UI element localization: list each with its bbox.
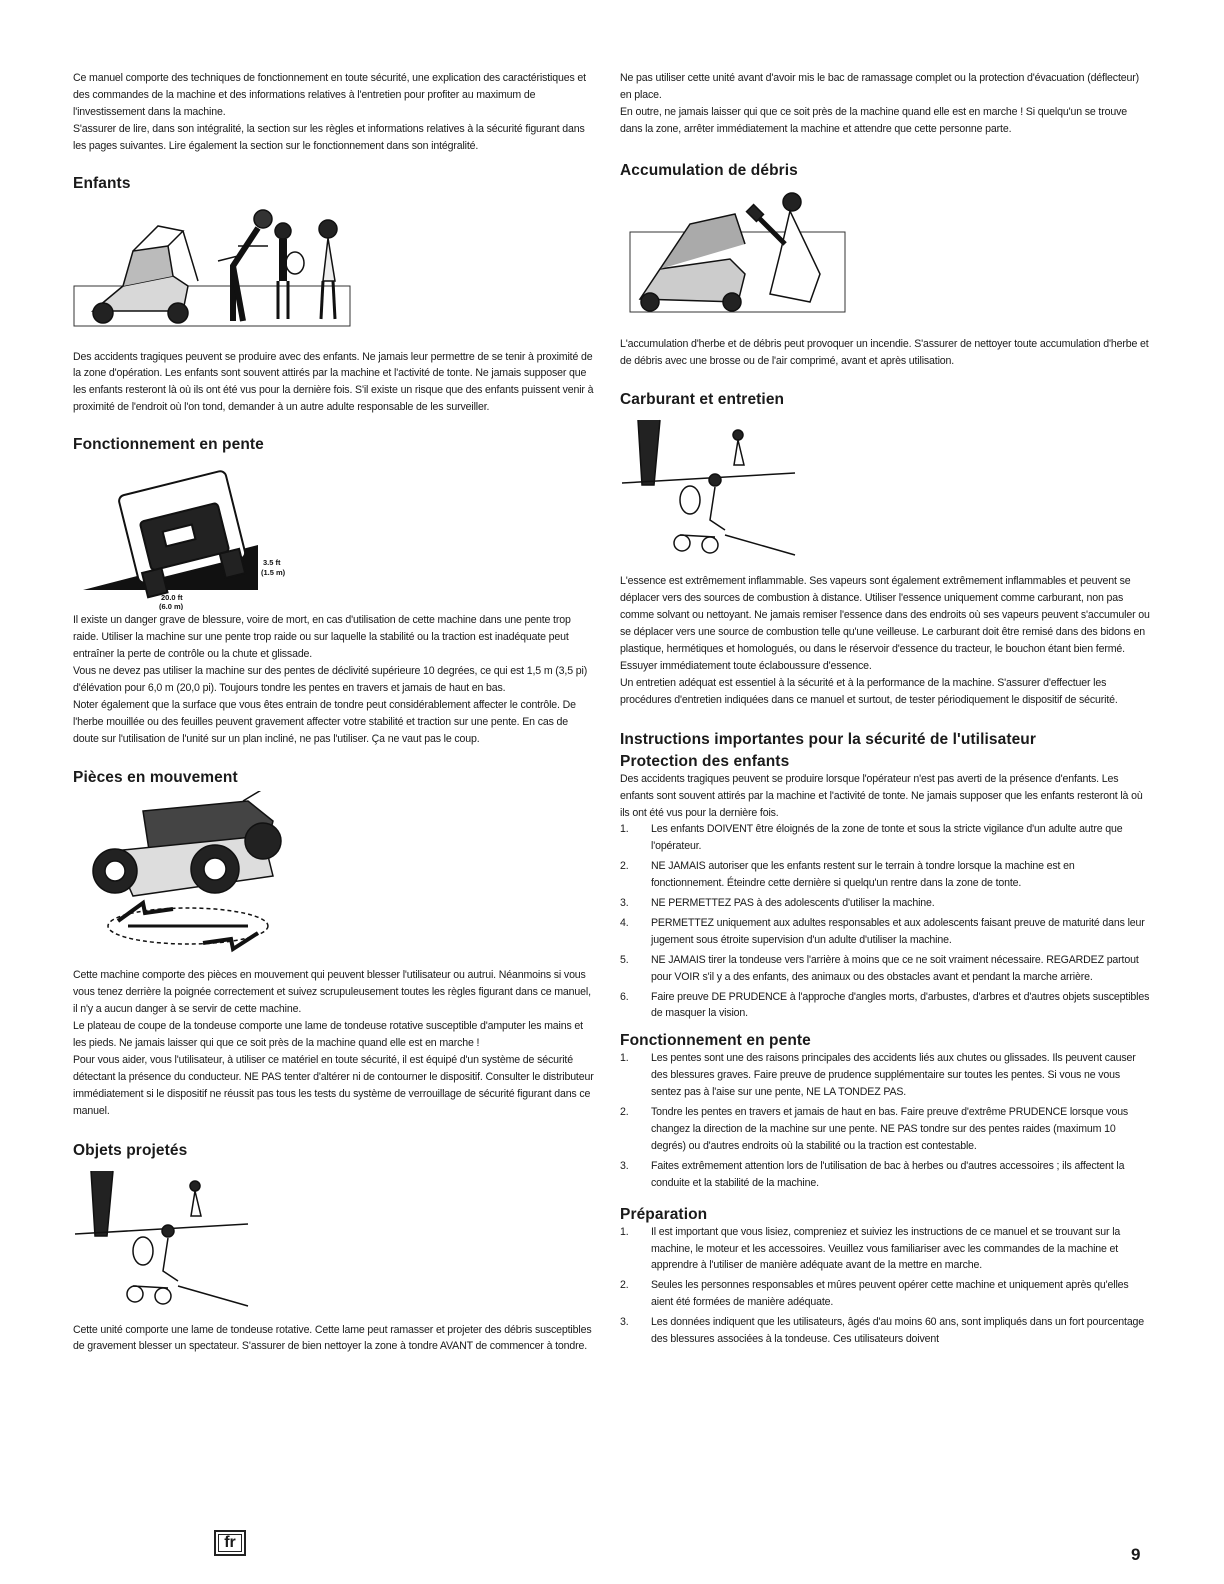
thrown-objects-illustration bbox=[73, 1166, 595, 1316]
list-item-text: Faites extrêmement attention lors de l'utilisation de bac à herbes ou d'autres accessoires ; ils affectent la conduite et la stabilité de la machine. bbox=[651, 1159, 1125, 1189]
list-item bbox=[620, 989, 1150, 1023]
list-item-number: 1. bbox=[620, 823, 629, 836]
list-item-number: 5. bbox=[620, 953, 629, 966]
section-title-preparation: Préparation bbox=[620, 1205, 708, 1223]
section-title-fuel: Carburant et entretien bbox=[620, 391, 785, 409]
intro-paragraph: Ne pas utiliser cette unité avant d'avoir mis le bac de ramassage complet ou la protection d'évacuation (déflecteur) en place. bbox=[620, 72, 1139, 101]
debris-paragraph: L'accumulation d'herbe et de débris peut provoquer un incendie. S'assurer de nettoyer toute accumulation d'herbe et de débris avec une brosse ou de l'air comprimé, avant et après utilisation. bbox=[620, 337, 1149, 367]
section-title-thrown-objects: Objets projetés bbox=[73, 1141, 188, 1159]
list-item bbox=[620, 952, 1150, 986]
list-item bbox=[620, 1050, 1150, 1101]
list-item-text: Il est important que vous lisiez, compreniez et suiviez les instructions de ce manuel et se trouvant sur la machine, le moteur et les accessoires. Veuillez vous familiariser avec les commandes de la machine et apprendre à l'utiliser de manière adéquate avant de la mettre en marche. bbox=[651, 1225, 1121, 1272]
slope-paragraph: Il existe un danger grave de blessure, voire de mort, en cas d'utilisation de cette machine dans une pente trop raide. Utiliser la machine sur une pente trop raide ou sur laquelle la stabilité ou la traction est inadéquate peut entraîner la perte de contrôle ou la chute et glissade. bbox=[73, 614, 571, 660]
list-item-text: NE JAMAIS tirer la tondeuse vers l'arrière à moins que ce ne soit vraiment nécessaire. REGARDEZ partout pour VOIR s'il y a des enfants, des animaux ou des obstacles avant et pendant la marche arrière. bbox=[651, 953, 1139, 983]
thrown-objects-paragraph: Cette unité comporte une lame de tondeuse rotative. Cette lame peut ramasser et projeter des débris susceptibles de gravement blesser un spectateur. S'assurer de bien nettoyer la zone à tondre AVANT de commencer à tondre. bbox=[73, 1323, 592, 1353]
slope-illustration bbox=[73, 460, 595, 610]
section-title-protection: Protection des enfants bbox=[620, 752, 790, 770]
list-item-number: 2. bbox=[620, 860, 629, 873]
language-badge: fr bbox=[214, 1530, 246, 1556]
list-item-text: Les données indiquent que les utilisateurs, âgés d'au moins 60 ans, sont impliqués dans un fort pourcentage des blessures associées à la tondeuse. Ces utilisateurs doivent bbox=[651, 1316, 1145, 1346]
moving-parts-paragraph: Le plateau de coupe de la tondeuse comporte une lame de tondeuse rotative susceptible d'amputer les mains et les pieds. Ne jamais laisser qui que ce soit près de la machine quand elle est en marche ! bbox=[73, 1020, 583, 1050]
list-item-number: 2. bbox=[620, 1279, 629, 1292]
list-item bbox=[620, 1277, 1150, 1311]
protection-list bbox=[620, 821, 1150, 1022]
list-item-number: 4. bbox=[620, 916, 629, 929]
intro-paragraph: S'assurer de lire, dans son intégralité, la section sur les règles et informations relatives à la sécurité figurant dans les pages suivantes. Lire également la section sur le fonctionnement dans son intégralité. bbox=[73, 122, 585, 152]
list-item bbox=[620, 915, 1150, 949]
list-item-number: 2. bbox=[620, 1106, 629, 1119]
fuel-paragraph: Un entretien adéquat est essentiel à la sécurité et à la performance de la machine. S'assurer d'effectuer les procédures d'entretien indiquées dans ce manuel et surtout, de tester périodiquement le dispositif de sécurité. bbox=[620, 676, 1118, 706]
list-item-number: 6. bbox=[620, 990, 629, 1003]
children-paragraph: Des accidents tragiques peuvent se produire avec des enfants. Ne jamais leur permettre de se tenir à proximité de la zone d'opération. Les enfants sont souvent attirés par la machine et l'activité de tonte. Ne jamais supposer que les enfants resteront là où ils ont été vus pour la dernière fois. S'il existe un risque que des enfants puissent venir à proximité de l'endroit où l'on tond, demander à un autre adulte responsable de les surveiller. bbox=[73, 350, 594, 414]
list-item bbox=[620, 1104, 1150, 1155]
children-illustration bbox=[73, 201, 595, 343]
right-column bbox=[620, 70, 1150, 1351]
moving-parts-paragraph: Cette machine comporte des pièces en mouvement qui peuvent blesser l'utilisateur ou autrui. Néanmoins si vous vous tenez derrière la poignée correctement et suivez scrupuleusement toutes les règles figurant dans ce manuel, il n'y a aucun danger à se servir de cette machine. bbox=[73, 969, 591, 1016]
list-item-text: Les pentes sont une des raisons principales des accidents liés aux chutes ou glissades. Ils peuvent causer des blessures graves. Faire preuve de prudence supplémentaire sur toutes les pentes. Si vous ne vous sentez pas à l'aise sur une pente, NE LA TONDEZ PAS. bbox=[651, 1052, 1136, 1099]
list-item bbox=[620, 1224, 1150, 1275]
slope-paragraph: Noter également que la surface que vous êtes entrain de tondre peut considérablement affecter le contrôle. De l'herbe mouillée ou des feuilles peuvent gravement affecter votre stabilité et traction sur une pente. En cas de doute sur l'utilisation de l'unité sur un plan incliné, ne pas l'utiliser. Ça ne vaut pas le coup. bbox=[73, 698, 576, 745]
section-title-slope-right: Fonctionnement en pente bbox=[620, 1032, 811, 1050]
list-item-text: Seules les personnes responsables et mûres peuvent opérer cette machine et uniquement après qu'elles aient été formées de manière adéquate. bbox=[651, 1279, 1129, 1309]
list-item bbox=[620, 1158, 1150, 1192]
page-number: 9 bbox=[1131, 1545, 1141, 1564]
list-item-number: 3. bbox=[620, 1159, 629, 1172]
slope-list bbox=[620, 1050, 1150, 1191]
moving-parts-paragraph: Pour vous aider, vous l'utilisateur, à utiliser ce matériel en toute sécurité, il est équipé d'un système de sécurité détectant la présence du conducteur. NE PAS tenter d'altérer ni de contourner le dispositif. Consulter le distributeur immédiatement si le dispositif ne réussit pas tous les tests du système de verrouillage de sécurité figurant dans ce manuel. bbox=[73, 1053, 594, 1117]
list-item-text: Les enfants DOIVENT être éloignés de la zone de tonte et sous la stricte vigilance d'un adulte autre que l'opérateur. bbox=[651, 823, 1123, 853]
list-item bbox=[620, 1314, 1150, 1348]
slope-height-label: 3.5 ft bbox=[263, 558, 281, 568]
intro-paragraph: Ce manuel comporte des techniques de fonctionnement en toute sécurité, une explication des caractéristiques et des commandes de la machine et des informations relatives à l'entretien pour profiter au maximum de l'investissement dans la machine. bbox=[73, 72, 586, 118]
debris-illustration bbox=[620, 184, 1150, 334]
section-title-debris: Accumulation de débris bbox=[620, 161, 798, 179]
slope-height-m-label: (1.5 m) bbox=[261, 568, 286, 578]
list-item-number: 3. bbox=[620, 1316, 629, 1329]
slope-length-m-label: (6.0 m) bbox=[159, 602, 184, 611]
section-title-slope: Fonctionnement en pente bbox=[73, 436, 264, 454]
section-title-enfants: Enfants bbox=[73, 174, 131, 192]
list-item bbox=[620, 858, 1150, 892]
list-item-text: Tondre les pentes en travers et jamais de haut en bas. Faire preuve d'extrême PRUDENCE lorsque vous changez la direction de la machine sur une pente. NE PAS tondre sur des pentes raides (maximum 10 degrés) ou d'autres endroits où la stabilité ou la traction est contestable. bbox=[651, 1106, 1129, 1152]
section-title-instructions: Instructions importantes pour la sécurité de l'utilisateur bbox=[620, 730, 1037, 748]
list-item-number: 1. bbox=[620, 1052, 629, 1065]
list-item-text: Faire preuve DE PRUDENCE à l'approche d'angles morts, d'arbustes, d'arbres et d'autres objets susceptibles de masquer la vision. bbox=[651, 990, 1150, 1020]
list-item-text: PERMETTEZ uniquement aux adultes responsables et aux adolescents faisant preuve de maturité dans leur jugement sous étroite supervision d'un adulte d'utiliser la machine. bbox=[651, 916, 1145, 946]
list-item-number: 3. bbox=[620, 897, 629, 910]
list-item-text: NE JAMAIS autoriser que les enfants restent sur le terrain à tondre lorsque la machine est en fonctionnement. Éteindre cette dernière si quelqu'un rentre dans la zone de tonte. bbox=[651, 860, 1075, 890]
left-column bbox=[73, 70, 595, 1355]
fuel-paragraph: L'essence est extrêmement inflammable. Ses vapeurs sont également extrêmement inflammables et peuvent se déplacer vers des sources de combustion à distance. Utiliser l'essence uniquement comme carburant, non pas comme solvant ou nettoyant. Ne jamais remiser l'essence dans des endroits où ses vapeurs peuvent s'accumuler ou se déplacer vers une source de combustion telle qu'une veilleuse. Le carburant doit être remisé dans des bidons en plastique, hermétiques et homologués, ou dans le réservoir d'essence du tracteur, le bouchon étant bien fermé. Essuyer immédiatement toute éclaboussure d'essence. bbox=[620, 575, 1150, 672]
preparation-list bbox=[620, 1224, 1150, 1348]
slope-paragraph: Vous ne devez pas utiliser la machine sur des pentes de déclivité supérieure 10 degrées, ce qui est 1,5 m (3,5 pi) d'élévation pour 6,0 m (20,0 pi). Toujours tondre les pentes en travers et jamais de haut en bas. bbox=[73, 664, 588, 694]
section-title-moving-parts: Pièces en mouvement bbox=[73, 769, 238, 787]
slope-length-label: 20.0 ft bbox=[161, 593, 183, 603]
moving-parts-illustration bbox=[73, 791, 595, 963]
list-item bbox=[620, 821, 1150, 855]
fuel-illustration bbox=[620, 415, 1150, 565]
protection-paragraph: Des accidents tragiques peuvent se produire lorsque l'opérateur n'est pas averti de la présence d'enfants. Les enfants sont souvent attirés par la machine et l'activité de tonte. Ne jamais supposer que les enfants resteront là où ils ont été vus pour la dernière fois. bbox=[620, 772, 1143, 819]
list-item bbox=[620, 895, 1150, 912]
list-item-number: 1. bbox=[620, 1225, 629, 1238]
intro-paragraph: En outre, ne jamais laisser qui que ce soit près de la machine quand elle est en marche ! Si quelqu'un se trouve dans la zone, arrêter immédiatement la machine et attendre que cette personne parte. bbox=[620, 105, 1127, 135]
list-item-text: NE PERMETTEZ PAS à des adolescents d'utiliser la machine. bbox=[651, 897, 935, 910]
